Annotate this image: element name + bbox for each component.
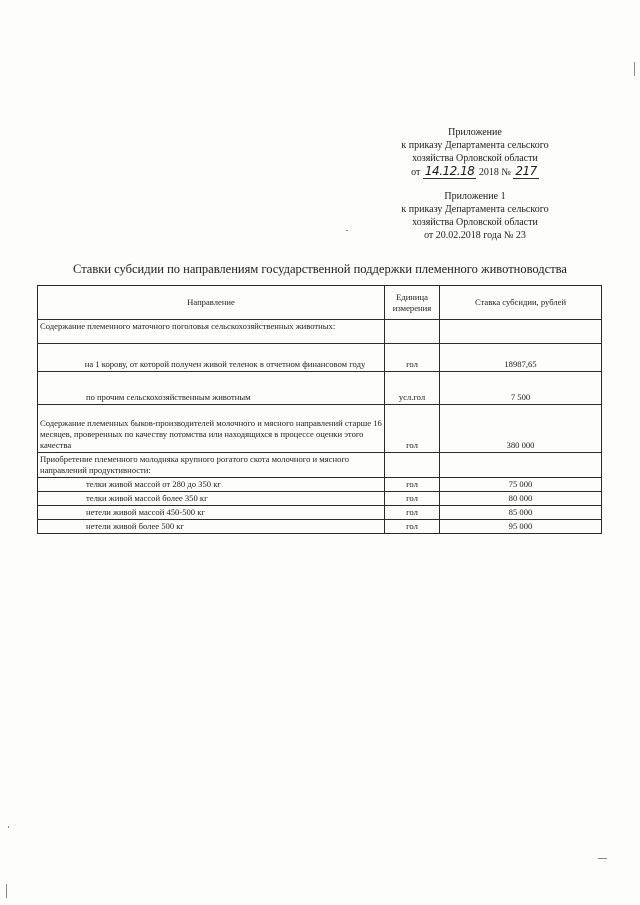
row-rate: 18987,65 [440, 344, 602, 372]
appendix-label: Приложение [448, 127, 502, 138]
table-row [38, 506, 602, 520]
table-row [38, 320, 602, 344]
table-row [38, 344, 602, 372]
row-unit: усл.гол [385, 372, 440, 405]
row-unit: гол [385, 478, 440, 492]
subsidy-rates-table [37, 285, 602, 534]
row-direction: Содержание племенного маточного поголовья сельскохозяйственных животных: [38, 320, 385, 344]
table-row [38, 520, 602, 534]
row-rate: 80 000 [440, 492, 602, 506]
row-direction: телки живой массой от 280 до 350 кг [38, 478, 385, 492]
header-rate: Ставка субсидии, рублей [440, 286, 602, 320]
document-title: Ставки субсидии по направлениям государственной поддержки племенного животноводства [73, 262, 567, 276]
row-rate [440, 453, 602, 478]
appendix-block-top [380, 126, 570, 179]
row-unit [385, 453, 440, 478]
row-rate: 75 000 [440, 478, 602, 492]
table-row [38, 492, 602, 506]
order-date-line: от 20.02.2018 года № 23 [424, 230, 526, 241]
row-rate: 95 000 [440, 520, 602, 534]
row-rate [440, 320, 602, 344]
order-reference: к приказу Департамента сельского [401, 204, 549, 215]
row-unit: гол [385, 405, 440, 453]
appendix-block-original [380, 190, 570, 242]
order-reference: к приказу Департамента сельского [401, 140, 549, 151]
row-unit: гол [385, 344, 440, 372]
department-name: хозяйства Орловской области [412, 217, 538, 228]
row-direction: Содержание племенных быков-производителей молочного и мясного направлений старше 16 месяцев, проверенных по качеству потомства или находящихся в процессе оценки этого качества [38, 405, 385, 453]
row-unit: гол [385, 506, 440, 520]
row-direction: нетели живой массой 450-500 кг [38, 506, 385, 520]
order-date-line: от 14.12.18 2018 № 217 [411, 164, 537, 178]
order-date-handwritten: 14.12.18 [424, 164, 475, 178]
row-unit [385, 320, 440, 344]
row-direction: на 1 корову, от которой получен живой теленок в отчетном финансовом году [38, 344, 385, 372]
row-rate: 85 000 [440, 506, 602, 520]
table-header-row [38, 286, 602, 320]
table-row [38, 453, 602, 478]
row-direction: нетели живой более 500 кг [38, 520, 385, 534]
row-direction: телки живой массой более 350 кг [38, 492, 385, 506]
row-rate: 7 500 [440, 372, 602, 405]
table-row [38, 405, 602, 453]
header-direction: Направление [38, 286, 385, 320]
row-unit: гол [385, 520, 440, 534]
row-direction: по прочим сельскохозяйственным животным [38, 372, 385, 405]
header-unit: Единица измерения [385, 286, 440, 320]
table-row [38, 478, 602, 492]
order-number-handwritten: 217 [515, 164, 537, 178]
department-name: хозяйства Орловской области [412, 153, 538, 164]
appendix-label: Приложение 1 [444, 191, 506, 202]
row-unit: гол [385, 492, 440, 506]
table-row [38, 372, 602, 405]
row-direction: Приобретение племенного молодняка крупного рогатого скота молочного и мясного направлений продуктивности: [38, 453, 385, 478]
row-rate: 380 000 [440, 405, 602, 453]
